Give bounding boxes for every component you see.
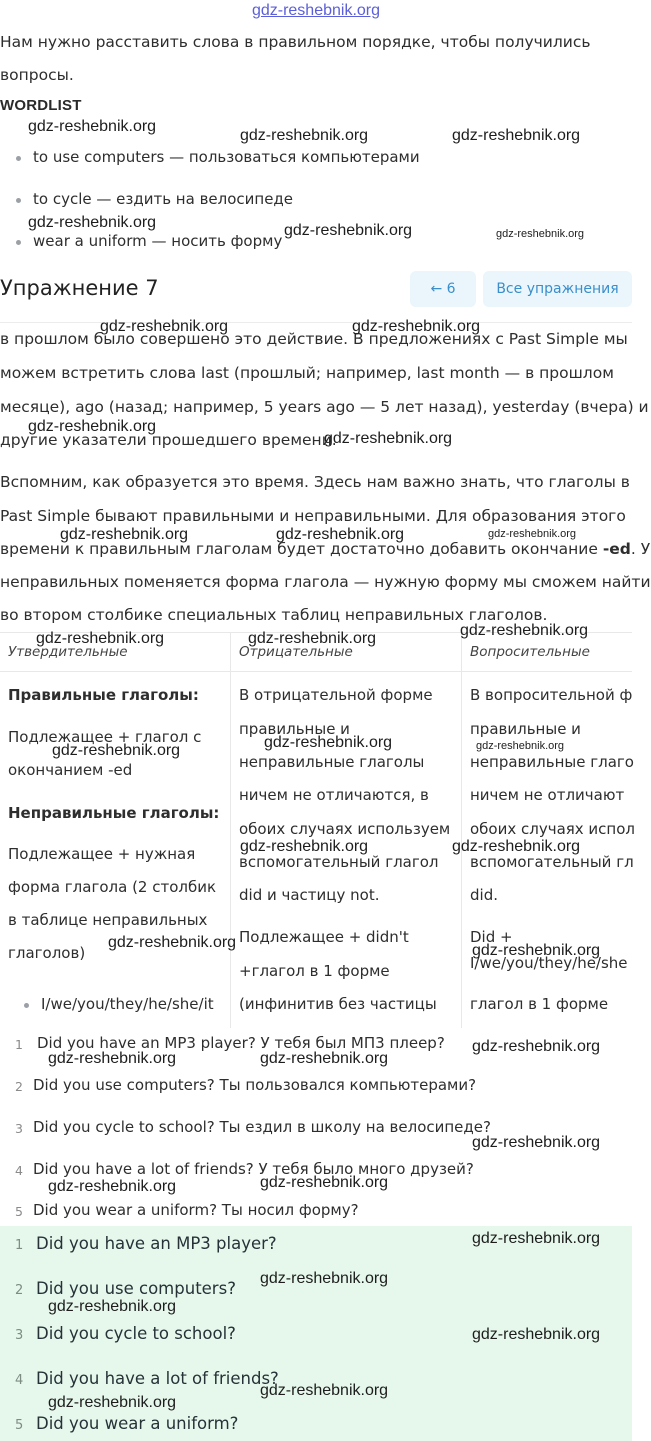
table-cell-line: (инфинитив без частицы <box>239 995 437 1013</box>
table-cell-line: В отрицательной форме <box>239 686 433 704</box>
table-cell-line: форма глагола (2 столбик <box>8 878 217 896</box>
theory-line: месяце), ago (назад; например, 5 years ago — 5 лет назад), yesterday (вчера) и <box>0 398 649 416</box>
table-cell-line: окончанием -ed <box>8 761 133 779</box>
watermark: gdz-reshebnik.org <box>48 1050 177 1067</box>
watermark: gdz-reshebnik.org <box>472 1134 601 1151</box>
wordlist-item: to use computers — пользоваться компьютерами <box>33 148 420 166</box>
irregular-verbs-title: Неправильные глаголы: <box>8 804 220 822</box>
answer-number: 1 <box>15 1238 24 1253</box>
watermark: gdz-reshebnik.org <box>260 1382 389 1399</box>
table-cell-line: I/we/you/they/he/she/it <box>41 995 214 1013</box>
table-cell-line: Did + <box>470 928 513 946</box>
watermark: gdz-reshebnik.org <box>472 1230 601 1247</box>
watermark: gdz-reshebnik.org <box>276 526 405 543</box>
answer-item: Did you cycle to school? <box>36 1324 236 1343</box>
table-cell-line: +глагол в 1 форме <box>239 962 390 980</box>
answer-item: Did you have an MP3 player? <box>36 1234 277 1253</box>
bullet-icon <box>16 156 21 161</box>
question-item: Did you use computers? Ты пользовался компьютерами? <box>33 1076 477 1094</box>
answer-item: Did you wear a uniform? <box>36 1414 239 1433</box>
question-number: 5 <box>15 1204 23 1219</box>
table-cell-line: неправильные глаголы <box>239 753 425 771</box>
table-cell-line: В вопросительной ф <box>470 686 633 704</box>
watermark: gdz-reshebnik.org <box>284 222 413 239</box>
question-number: 1 <box>15 1037 23 1052</box>
bullet-icon <box>16 240 21 245</box>
watermark: gdz-reshebnik.org <box>452 838 581 855</box>
table-cell-line: глаголов) <box>8 944 86 962</box>
watermark: gdz-reshebnik.org <box>260 1270 389 1287</box>
watermark: gdz-reshebnik.org <box>260 1174 389 1191</box>
answer-item: Did you have a lot of friends? <box>36 1369 279 1388</box>
table-cell-line: неправильные глаго <box>470 753 634 771</box>
table-cell-line: вспомогательный глагол <box>239 853 439 871</box>
grammar-table <box>0 632 635 1028</box>
bullet-icon <box>16 198 21 203</box>
watermark: gdz-reshebnik.org <box>60 526 189 543</box>
regular-verbs-title: Правильные глаголы: <box>8 686 199 704</box>
table-cell-line: I/we/you/they/he/she <box>470 954 628 972</box>
table-cell-line: Подлежащее + нужная <box>8 845 196 863</box>
watermark: gdz-reshebnik.org <box>48 1394 177 1411</box>
answer-number: 4 <box>15 1373 24 1388</box>
answer-number: 3 <box>15 1328 24 1343</box>
bullet-icon <box>24 1003 29 1008</box>
watermark: gdz-reshebnik.org <box>472 1326 601 1343</box>
table-cell-line: глагол в 1 форме <box>470 995 609 1013</box>
watermark: gdz-reshebnik.org <box>496 228 585 240</box>
table-cell-line: правильные и <box>239 720 350 738</box>
column-divider <box>230 632 231 1028</box>
watermark: gdz-reshebnik.org <box>248 630 377 647</box>
watermark: gdz-reshebnik.org <box>108 934 237 951</box>
watermark: gdz-reshebnik.org <box>28 418 157 435</box>
theory-line: Вспомним, как образуется это время. Здесь нам важно знать, что глаголы в <box>0 473 630 491</box>
question-item: Did you wear a uniform? Ты носил форму? <box>33 1201 359 1219</box>
table-cell-line: ничем не отличают <box>470 786 625 804</box>
table-cell-line: ничем не отличаются, в <box>239 786 429 804</box>
table-cell-line: в таблице неправильных <box>8 911 208 929</box>
intro-line-1: Нам нужно расставить слова в правильном порядке, чтобы получились <box>0 33 591 51</box>
theory-line: неправильных поменяется форма глагола — нужную форму мы сможем найти <box>0 573 651 591</box>
theory-line: Past Simple бывают правильными и неправильными. Для образования этого <box>0 507 626 525</box>
watermark: gdz-reshebnik.org <box>48 1298 177 1315</box>
divider <box>0 322 632 323</box>
watermark: gdz-reshebnik.org <box>352 318 481 335</box>
watermark: gdz-reshebnik.org <box>264 734 393 751</box>
watermark: gdz-reshebnik.org <box>488 528 577 540</box>
table-cell-line: did и частицу not. <box>239 886 380 904</box>
intro-line-2: вопросы. <box>0 66 74 84</box>
table-cell-line: вспомогательный гл <box>470 853 634 871</box>
table-cell-line: did. <box>470 886 498 904</box>
ending-ed: -ed <box>602 540 631 558</box>
header-affirmative: Утвердительные <box>8 644 128 660</box>
watermark: gdz-reshebnik.org <box>28 118 157 135</box>
question-item: Did you have an MP3 player? У тебя был МП3 плеер? <box>37 1034 445 1052</box>
theory-line: в прошлом было совершено это действие. В предложениях с Past Simple мы <box>0 330 628 348</box>
question-number: 2 <box>15 1079 23 1094</box>
site-watermark-header[interactable]: gdz-reshebnik.org <box>251 2 381 19</box>
table-cell-line: обоих случаях используем <box>239 820 451 838</box>
question-number: 3 <box>15 1121 23 1136</box>
watermark: gdz-reshebnik.org <box>460 622 589 639</box>
watermark: gdz-reshebnik.org <box>52 742 181 759</box>
watermark: gdz-reshebnik.org <box>260 1050 389 1067</box>
theory-line: во втором столбике специальных таблиц неправильных глаголов. <box>0 606 548 624</box>
question-item: Did you have a lot of friends? У тебя было много друзей? <box>33 1160 474 1178</box>
watermark: gdz-reshebnik.org <box>452 127 581 144</box>
theory-line: другие указатели прошедшего времени. <box>0 431 337 449</box>
theory-line: можем встретить слова last (прошлый; например, last month — в прошлом <box>0 364 614 382</box>
watermark: gdz-reshebnik.org <box>472 942 601 959</box>
watermark: gdz-reshebnik.org <box>240 127 369 144</box>
answer-number: 5 <box>15 1418 24 1433</box>
exercise-title: Упражнение 7 <box>0 276 159 300</box>
theory-text: времени к правильным глаголам будет достаточно добавить окончание <box>0 540 603 558</box>
answer-item: Did you use computers? <box>36 1279 236 1298</box>
wordlist-item: wear a uniform — носить форму <box>33 232 283 250</box>
wordlist-item: to cycle — ездить на велосипеде <box>33 190 294 208</box>
header-interrogative: Вопросительные <box>470 644 590 660</box>
column-divider <box>461 632 462 1028</box>
watermark: gdz-reshebnik.org <box>476 740 565 752</box>
watermark: gdz-reshebnik.org <box>100 318 229 335</box>
table-cell-line: Подлежащее + глагол с <box>8 728 202 746</box>
all-exercises-button[interactable]: Все упражнения <box>483 271 632 307</box>
question-number: 4 <box>15 1163 23 1178</box>
prev-exercise-button[interactable]: ← 6 <box>410 271 476 307</box>
table-cell-line: правильные и <box>470 720 581 738</box>
theory-text: . У <box>630 540 651 558</box>
watermark: gdz-reshebnik.org <box>240 838 369 855</box>
watermark: gdz-reshebnik.org <box>28 214 157 231</box>
header-negative: Отрицательные <box>239 644 353 660</box>
wordlist-title: WORDLIST <box>0 97 82 114</box>
watermark: gdz-reshebnik.org <box>324 430 453 447</box>
watermark: gdz-reshebnik.org <box>48 1178 177 1195</box>
watermark: gdz-reshebnik.org <box>472 1038 601 1055</box>
answer-number: 2 <box>15 1283 24 1298</box>
question-item: Did you cycle to school? Ты ездил в школу на велосипеде? <box>33 1118 491 1136</box>
watermark: gdz-reshebnik.org <box>36 630 165 647</box>
table-cell-line: обоих случаях испол <box>470 820 635 838</box>
table-cell-line: Подлежащее + didn't <box>239 928 409 946</box>
